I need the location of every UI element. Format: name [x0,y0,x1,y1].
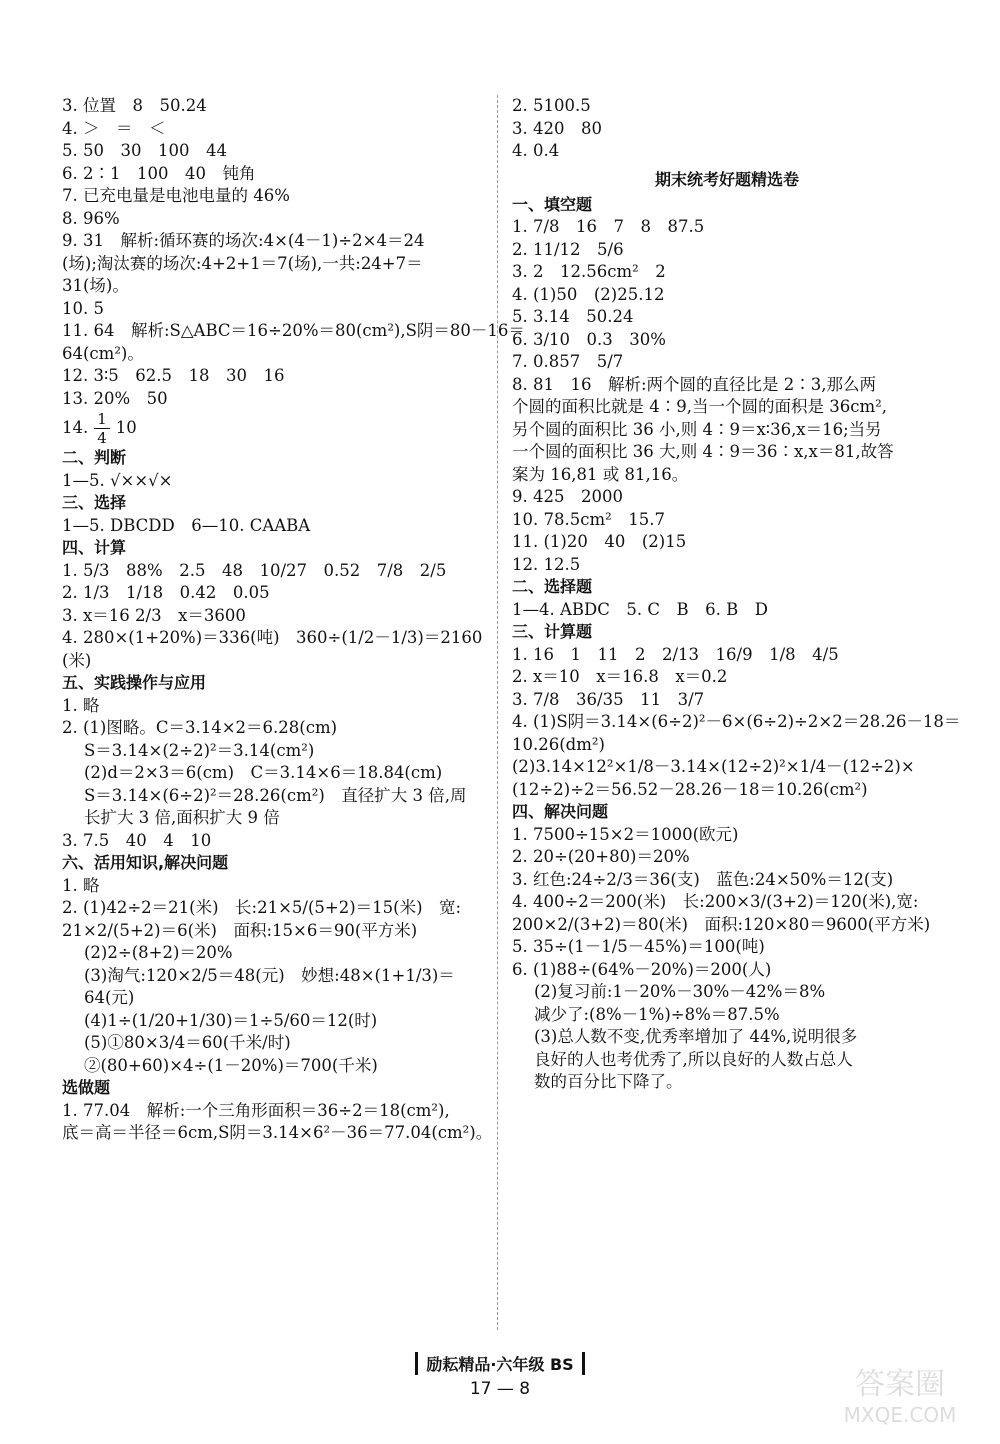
answer-line: (4)1÷(1/20+1/30)＝1÷5/60＝12(时) [84,1010,378,1030]
answer-line: S＝3.14×(2÷2)²＝3.14(cm²) [84,740,315,760]
section-heading: 二、选择题 [512,577,593,596]
section-title: 期末统考好题精选卷 [654,169,799,189]
answer-line: 4. (1)50 (2)25.12 [512,284,665,304]
answer-line: 个圆的面积比就是 4∶9,当一个圆的面积是 36cm², [512,397,887,416]
answer-line: 12. 3∶5 62.5 18 30 16 [62,366,285,385]
answer-line: 减少了:(8%－1%)÷8%＝87.5% [534,1004,780,1024]
answer-line: (场);淘汰赛的场次:4+2+1＝7(场),一共:24+7＝ [62,253,423,273]
right-column [512,95,961,1094]
answer-line: (2)d＝2×3＝6(cm) C＝3.14×6＝18.84(cm) [84,763,443,782]
answer-line: 2. (1)图略。C＝3.14×2＝6.28(cm) [62,718,338,737]
answer-line: 1—5. DBCDD 6—10. CAABA [62,515,311,535]
section-heading: 二、判断 [62,448,127,467]
answer-line: (5)①80×3/4＝60(千米/时) [84,1033,291,1052]
answer-line: 21×2/(5+2)＝6(米) 面积:15×6＝90(平方米) [62,920,418,940]
section-heading: 三、计算题 [512,622,593,641]
answer-line: 9. 425 2000 [512,487,623,506]
answer-line: (2)2÷(8+2)＝20% [84,943,233,962]
answer-line: (12÷2)÷2＝56.52－28.26－18＝10.26(cm²) [512,779,868,799]
answer-line: 1. 7/8 16 7 8 87.5 [512,217,705,236]
answer-line: 3. 位置 8 50.24 [62,96,207,115]
section-heading: 三、选择 [62,493,127,512]
column-divider [497,95,498,1330]
watermark-url: MXQE.COM [843,1403,957,1427]
answer-line: 另个圆的面积比 36 小,则 4∶9＝x∶36,x＝16;当另 [512,419,882,439]
answer-line: 31(场)。 [62,276,129,295]
answer-line: 11. (1)20 40 (2)15 [512,532,687,551]
answer-line: ②(80+60)×4÷(1－20%)＝700(千米) [84,1055,378,1075]
section-heading: 六、活用知识,解决问题 [62,853,229,872]
answer-line: 数的百分比下降了。 [534,1072,683,1091]
answer-line: 1—4. ABDC 5. C B 6. B D [512,599,768,619]
answer-line: 一个圆的面积比 36 大,则 4∶9＝36∶x,x＝81,故答 [512,442,894,461]
answer-line: 5. 35÷(1－1/5－45%)＝100(吨) [512,937,765,956]
answer-line: 3. 红色:24÷2/3＝36(支) 蓝色:24×50%＝12(支) [512,869,894,889]
answer-line: 7. 已充电量是电池电量的 46% [62,186,290,205]
answer-line: 8. 81 16 解析:两个圆的直径比是 2∶3,那么两 [512,374,877,394]
answer-line: 12. 12.5 [512,554,581,574]
answer-line: 6. (1)88÷(64%－20%)＝200(人) [512,959,772,979]
answer-line: 13. 20% 50 [62,388,168,408]
answer-line: 4. (1)S阴＝3.14×(6÷2)²－6×(6÷2)÷2×2＝28.26－18＝ [512,712,961,731]
answer-line: 1. 16 1 11 2 2/13 16/9 1/8 4/5 [512,644,839,664]
brand-label: 励耘精品·六年级 BS [415,1352,584,1375]
answer-line: 6. 2∶1 100 40 钝角 [62,163,256,183]
section-heading: 五、实践操作与应用 [62,673,207,692]
answer-line: 4. ＞ ＝ ＜ [62,118,166,138]
answer-line: 1—5. √××√× [62,470,173,490]
answer-line: 3. 2 12.56cm² 2 [512,262,666,281]
answer-line: 10.26(dm²) [512,734,605,754]
answer-line: 11. 64 解析:S△ABC＝16÷20%＝80(cm²),S阴＝80－16＝ [62,321,525,340]
answer-line: 64(cm²)。 [62,343,144,363]
answer-line: 1. 77.04 解析:一个三角形面积＝36÷2＝18(cm²), [62,1100,450,1120]
answer-line: 4. 280×(1+20%)＝336(吨) 360÷(1/2－1/3)＝2160 [62,628,483,647]
section-heading: 四、计算 [62,538,127,557]
answer-line: 1. 5/3 88% 2.5 48 10/27 0.52 7/8 2/5 [62,560,447,580]
answer-line: (3)淘气:120×2/5＝48(元) 妙想:48×(1+1/3)＝ [84,965,455,985]
page-number: 17 — 8 [469,1379,531,1399]
answer-line: 3. x＝16 2/3 x＝3600 [62,605,246,625]
answer-line: 4. 400÷2＝200(米) 长:200×3/(3+2)＝120(米),宽: [512,892,919,911]
watermark-text: 答案圈 [855,1367,945,1402]
answer-line: (2)复习前:1－20%－30%－42%＝8% [534,982,826,1001]
answer-line: 4. 0.4 [512,141,560,160]
answer-line: 8. 96% [62,208,120,228]
answer-line: 良好的人也考优秀了,所以良好的人数占总人 [534,1049,853,1069]
answer-line: 3. 7/8 36/35 11 3/7 [512,689,705,709]
answer-line: S＝3.14×(6÷2)²＝28.26(cm²) 直径扩大 3 倍,周 [84,785,467,805]
answer-line: 2. 1/3 1/18 0.42 0.05 [62,583,270,602]
answer-line: (3)总人数不变,优秀率增加了 44%,说明很多 [534,1027,858,1046]
answer-line: (2)3.14×12²×1/8－3.14×(12÷2)²×1/4－(12÷2)× [512,757,915,776]
answer-line: 64(元) [84,988,135,1007]
answer-line: 14. $\frac{1}{4}$ 10 [62,410,137,447]
answer-line: 5. 50 30 100 44 [62,141,227,160]
answer-line: 2. x＝10 x＝16.8 x＝0.2 [512,667,728,686]
answer-line: 3. 7.5 40 4 10 [62,830,212,850]
answer-line: (米) [62,650,92,670]
answer-line: 200×2/(3+2)＝80(米) 面积:120×80＝9600(平方米) [512,914,931,934]
answer-line: 3. 420 80 [512,118,602,138]
answer-line: 10. 78.5cm² 15.7 [512,509,665,529]
left-column [62,95,525,1145]
answer-line: 底＝高＝半径＝6cm,S阴＝3.14×6²－36＝77.04(cm²)。 [62,1123,493,1142]
answer-line: 2. 11/12 5/6 [512,239,624,259]
section-heading: 一、填空题 [512,194,593,214]
answer-line: 7. 0.857 5/7 [512,352,624,371]
section-heading: 四、解决问题 [512,802,609,821]
answer-line: 10. 5 [62,298,104,318]
answer-line: 2. 20÷(20+80)＝20% [512,847,690,866]
section-heading: 选做题 [62,1078,111,1097]
answer-line: 2. 5100.5 [512,96,591,115]
answer-line: 1. 略 [62,695,100,715]
answer-line: 9. 31 解析:循环赛的场次:4×(4－1)÷2×4＝24 [62,231,425,250]
answer-line: 1. 略 [62,875,100,895]
answer-line: 2. (1)42÷2＝21(米) 长:21×5/(5+2)＝15(米) 宽: [62,898,462,917]
answer-line: 5. 3.14 50.24 [512,307,634,326]
answer-line: 长扩大 3 倍,面积扩大 9 倍 [84,808,280,827]
answer-line: 6. 3/10 0.3 30% [512,329,666,349]
answer-line: 案为 16,81 或 81,16。 [512,464,689,484]
fraction: $\frac{1}{4}$ [94,410,110,447]
watermark-logo [820,1360,980,1430]
answer-line: 1. 7500÷15×2＝1000(欧元) [512,824,739,844]
